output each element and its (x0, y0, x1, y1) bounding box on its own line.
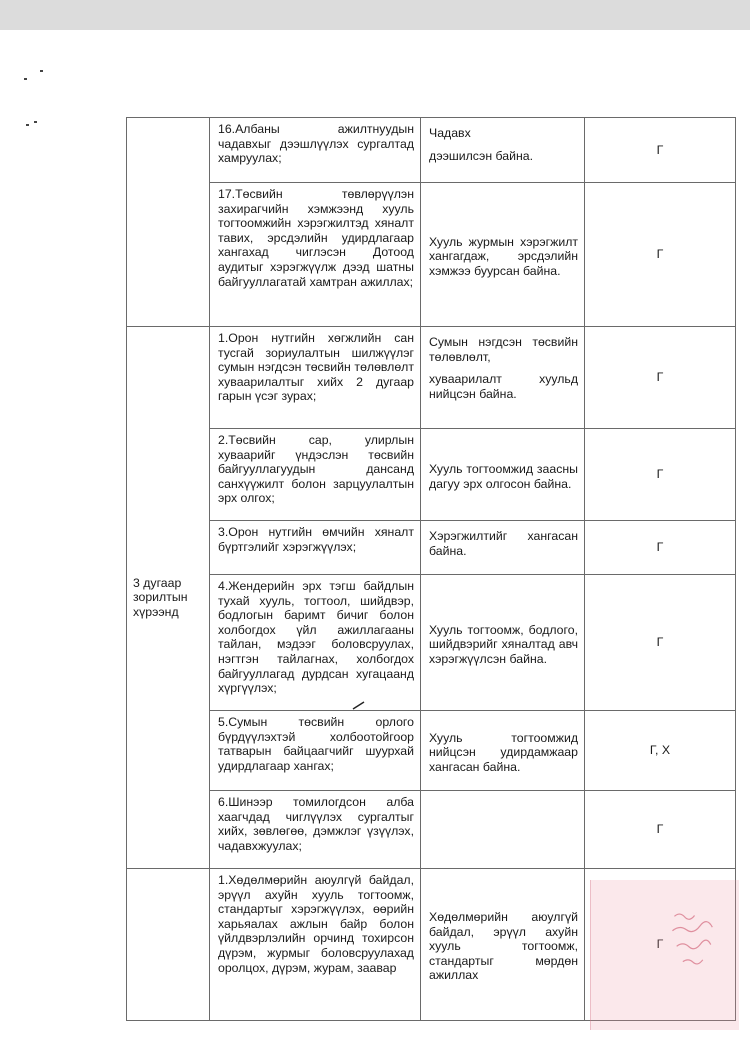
result-cell (421, 429, 585, 521)
task-text: 1.Хөдөлмөрийн аюулгүй байдал, эрүүл ахуйн хууль тогтоомж, стандартыг хэрэгжүүлэх, өөрийн харьяалах ажлын байр болон үйлдвэрлэлийн орчинд тохирсон дүрэм, журмыг боловсруулахад оролцох, дүрэм, журам, заавар (218, 873, 414, 975)
task-cell (210, 575, 421, 711)
pen-mark-icon (352, 700, 366, 710)
grade-cell: Г (585, 183, 736, 327)
result-cell (421, 575, 585, 711)
result-text: Хууль тогтоомжид заасны дагуу эрх олгосон байна. (429, 461, 578, 491)
task-text: 3.Орон нутгийн өмчийн хяналт бүртгэлийг хэрэгжүүлэх; (218, 525, 414, 554)
scan-speck (26, 124, 29, 126)
result-line: дээшилсэн байна. (429, 148, 534, 163)
task-cell (210, 791, 421, 869)
task-cell (210, 183, 421, 327)
grade-cell: Г (585, 869, 736, 1021)
stamp-script-icon (665, 901, 734, 979)
result-line: Сумын нэгдсэн төсвийн төлөвлөлт, (429, 335, 578, 364)
result-line: хуваарилалт хуульд нийцсэн байна. (429, 372, 578, 401)
task-cell (210, 521, 421, 575)
stamp-handwriting (665, 901, 734, 979)
table-row (127, 711, 736, 791)
task-text: 17.Төсвийн төвлөрүүлэн захирагчийн хэмжээнд хууль тогтоомжийн хэрэгжилтэд хяналт тавих, эрсдэлийн удирдлагаар хангахад чиглэсэн Дотоод аудитыг хэрэгжүүлж дээд шатны байгууллагатай хамтран ажиллах; (218, 187, 414, 289)
result-cell (421, 791, 585, 869)
table-row (127, 791, 736, 869)
task-text: 4.Жендерийн эрх тэгш байдлын тухай хууль, тогтоол, шийдвэр, бодлогын баримт бичиг болон холбогдох үйл ажиллагааны тайлан, мэдээг боловсруулах, нэгтгэн тайлагнах, холбогдох байгууллагад дурдсан хугацаанд хүргүүлэх; (218, 579, 414, 696)
goal-label-cell (127, 327, 210, 869)
scan-speck (40, 70, 43, 72)
table-row (127, 327, 736, 429)
result-cell (421, 711, 585, 791)
result-line: Чадавх (429, 126, 471, 140)
grade-cell: Г (585, 429, 736, 521)
result-cell (421, 521, 585, 575)
result-text (421, 118, 584, 167)
scan-speck (24, 78, 27, 80)
table-row (127, 429, 736, 521)
result-text (421, 327, 584, 405)
goal-label-cell (127, 118, 210, 327)
result-text: Хэрэгжилтийг хангасан байна. (429, 529, 578, 558)
grade-cell: Г (585, 118, 736, 183)
result-text: Хөдөлмөрийн аюулгүй байдал, эрүүл ахуйн хууль тогтоомж, стандартыг мөрдөн ажиллах (429, 910, 578, 983)
task-text: 1.Орон нутгийн хөгжлийн сан тусгай зориулалтын шилжүүлэг сумын нэгдсэн төсвийн төлөвлөлт хуваарилалтыг хийх 2 дугаар гарын үсэг зурах; (218, 331, 414, 404)
table-row (127, 521, 736, 575)
task-text: 2.Төсвийн сар, улирлын хуваарийг үндэслэн төсвийн байгууллагуудын дансанд санхүүжилт болон зарцуулалтын эрх олгох; (218, 433, 414, 506)
task-text: 16.Албаны ажилтнуудын чадавхыг дээшлүүлэх сургалтад хамруулах; (218, 122, 414, 166)
result-text (421, 791, 584, 803)
result-cell (421, 327, 585, 429)
result-text: Хууль журмын хэрэгжилт хангагдаж, эрсдэлийн хэмжээ буурсан байна. (429, 234, 578, 278)
task-cell (210, 869, 421, 1021)
task-cell (210, 118, 421, 183)
result-cell (421, 869, 585, 1021)
grade-cell: Г, Х (585, 711, 736, 791)
table-row (127, 575, 736, 711)
task-cell (210, 711, 421, 791)
grade-cell: Г (585, 327, 736, 429)
result-cell (421, 183, 585, 327)
scan-speck (34, 121, 37, 123)
task-text: 5.Сумын төсвийн орлого бүрдүүлэхтэй холбоотойгоор татварын байцаагчийг шуурхай удирдлагаар хангах; (218, 715, 414, 773)
task-text: 6.Шинээр томилогдсон алба хаагчдад чиглүүлэх сургалтыг хийх, зөвлөгөө, дэмжлэг үзүүлэх, чадавхжуулах; (218, 795, 414, 853)
table-row (127, 118, 736, 183)
scan-top-band (0, 0, 750, 30)
grade-cell: Г (585, 791, 736, 869)
grade-cell: Г (585, 521, 736, 575)
table-row (127, 183, 736, 327)
goal-label-cell (127, 869, 210, 1021)
result-text: Хууль тогтоомж, бодлого, шийдвэрийг хяналтад авч хэрэгжүүлсэн байна. (429, 622, 578, 666)
goal-label: 3 дугаар зорилтын хүрээнд (133, 575, 188, 619)
result-cell (421, 118, 585, 183)
task-cell (210, 429, 421, 521)
grade-cell: Г (585, 575, 736, 711)
task-cell (210, 327, 421, 429)
result-text: Хууль тогтоомжид нийцсэн удирдамжаар хангасан байна. (429, 730, 578, 774)
